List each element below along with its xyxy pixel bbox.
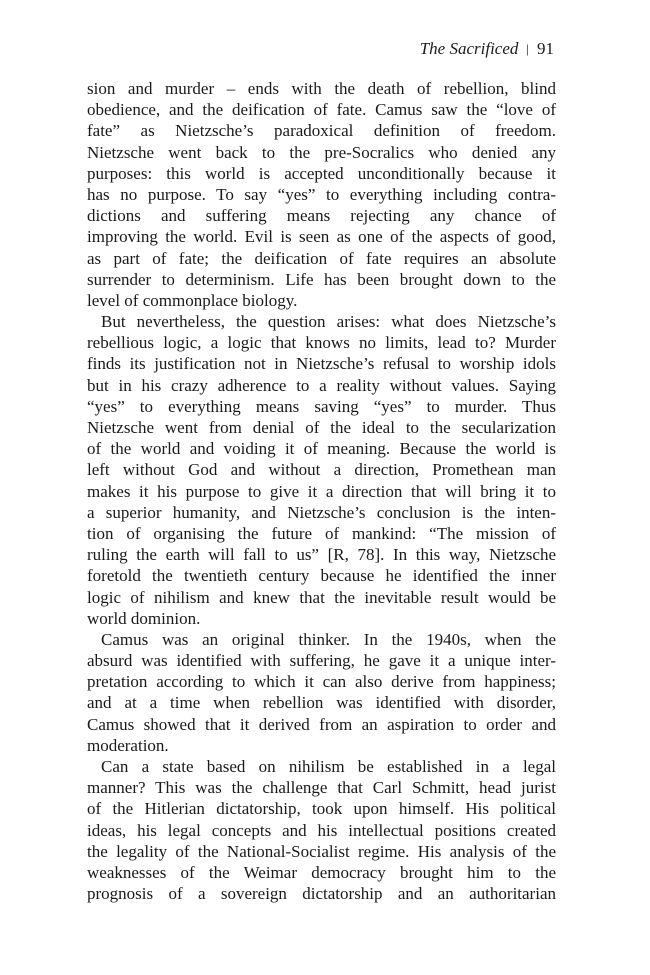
text-line: improving the world. Evil is seen as one of the aspects of good, (87, 227, 556, 247)
text-line: of the world and voiding it of meaning. Because the world is (87, 439, 556, 459)
running-head-separator: | (526, 41, 529, 56)
text-line: obedience, and the deification of fate. Camus saw the “love of (87, 100, 556, 120)
text-line: fate” as Nietzsche’s paradoxical definition of freedom. (87, 121, 556, 141)
text-line: Camus showed that it derived from an aspiration to order and (87, 714, 556, 734)
text-line: dictions and suffering means rejecting any chance of (87, 206, 556, 226)
text-line: of the Hitlerian dictatorship, took upon himself. His political (87, 799, 556, 819)
body-text (87, 78, 556, 904)
text-line: tion of organising the future of mankind: “The mission of (87, 523, 556, 543)
text-line: pretation according to which it can also derive from happiness; (87, 672, 556, 692)
text-line: level of commonplace biology. (87, 290, 298, 310)
text-line: prognosis of a sovereign dictatorship and an authoritarian (87, 884, 556, 904)
text-line: and at a time when rebellion was identified with disorder, (87, 693, 556, 713)
page-number: 91 (537, 39, 554, 58)
text-line: weaknesses of the Weimar democracy brought him to the (87, 862, 556, 882)
text-line: foretold the twentieth century because he identified the inner (87, 566, 556, 586)
text-line: makes it his purpose to give it a direction that will bring it to (87, 481, 556, 501)
text-line: moderation. (87, 735, 169, 755)
text-line: Nietzsche went back to the pre-Socralics who denied any (87, 142, 556, 162)
text-line: left without God and without a direction, Promethean man (87, 460, 556, 480)
text-line: absurd was identified with suffering, he gave it a unique inter- (87, 651, 556, 671)
text-line: rebellious logic, a logic that knows no limits, lead to? Murder (87, 333, 556, 353)
text-line: finds its justification not in Nietzsche’s refusal to worship idols (87, 354, 556, 374)
text-line: has no purpose. To say “yes” to everything including contra- (87, 184, 556, 204)
text-line: as part of fate; the deification of fate requires an absolute (87, 248, 556, 268)
text-line: ideas, his legal concepts and his intellectual positions created (87, 820, 556, 840)
text-line: logic of nihilism and knew that the inevitable result would be (87, 587, 556, 607)
running-head (420, 38, 554, 61)
text-line: Camus was an original thinker. In the 1940s, when the (101, 629, 556, 649)
text-line: a superior humanity, and Nietzsche’s conclusion is the inten- (87, 502, 556, 522)
text-line: Nietzsche went from denial of the ideal to the secularization (87, 418, 556, 437)
text-line: But nevertheless, the question arises: what does Nietzsche’s (101, 312, 556, 332)
text-line: “yes” to everything means saving “yes” to murder. Thus (87, 396, 556, 416)
text-line: but in his crazy adherence to a reality without values. Saying (87, 375, 556, 395)
text-line: manner? This was the challenge that Carl Schmitt, head jurist (87, 778, 556, 798)
running-head-title: The Sacrificed (419, 39, 519, 58)
text-line: sion and murder – ends with the death of rebellion, blind (87, 79, 556, 98)
text-line: ruling the earth will fall to us” [R, 78]. In this way, Nietzsche (87, 545, 556, 565)
text-line: Can a state based on nihilism be established in a legal (101, 757, 556, 776)
text-line: the legality of the National-Socialist regime. His analysis of the (87, 841, 556, 861)
text-line: purposes: this world is accepted unconditionally because it (87, 163, 556, 183)
text-line: surrender to determinism. Life has been brought down to the (87, 269, 556, 289)
text-line: world dominion. (87, 608, 201, 628)
